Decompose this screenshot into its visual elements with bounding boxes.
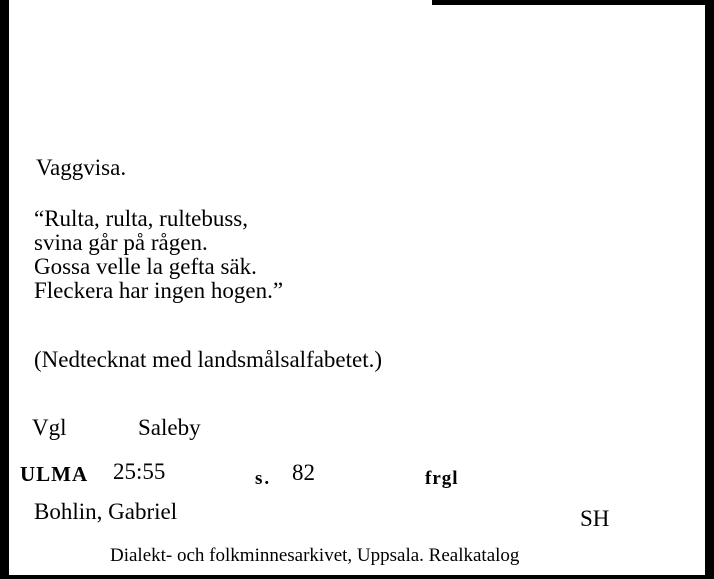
parish-label: Saleby [138,415,201,440]
poem-text [34,207,283,303]
transcription-note: (Nedtecknat med landsmålsalfabetet.) [34,347,383,372]
scan-edge-bottom [0,575,714,579]
archive-footer: Dialekt- och folkminnesarkivet, Uppsala. Realkatalog [110,545,520,566]
poem-line: Gossa velle la gefta säk. [34,254,257,279]
region-label: Vgl [32,415,67,440]
scan-edge-right [705,0,714,579]
page-label: s. [255,468,272,489]
scan-edge-top [432,0,714,5]
record-number: 25:55 [113,459,166,484]
category-tag: frgl [425,468,459,489]
poem-line: svina går på rågen. [34,230,208,255]
recorder-initials: SH [580,506,610,531]
archive-code: ULMA [20,462,89,486]
card-title: Vaggvisa. [36,155,127,180]
author-name: Bohlin, Gabriel [34,499,178,524]
scan-edge-left [0,0,9,579]
poem-line: Fleckera har ingen hogen.” [34,278,284,303]
page-number: 82 [292,460,315,485]
poem-line: “Rulta, rulta, rultebuss, [34,206,248,231]
